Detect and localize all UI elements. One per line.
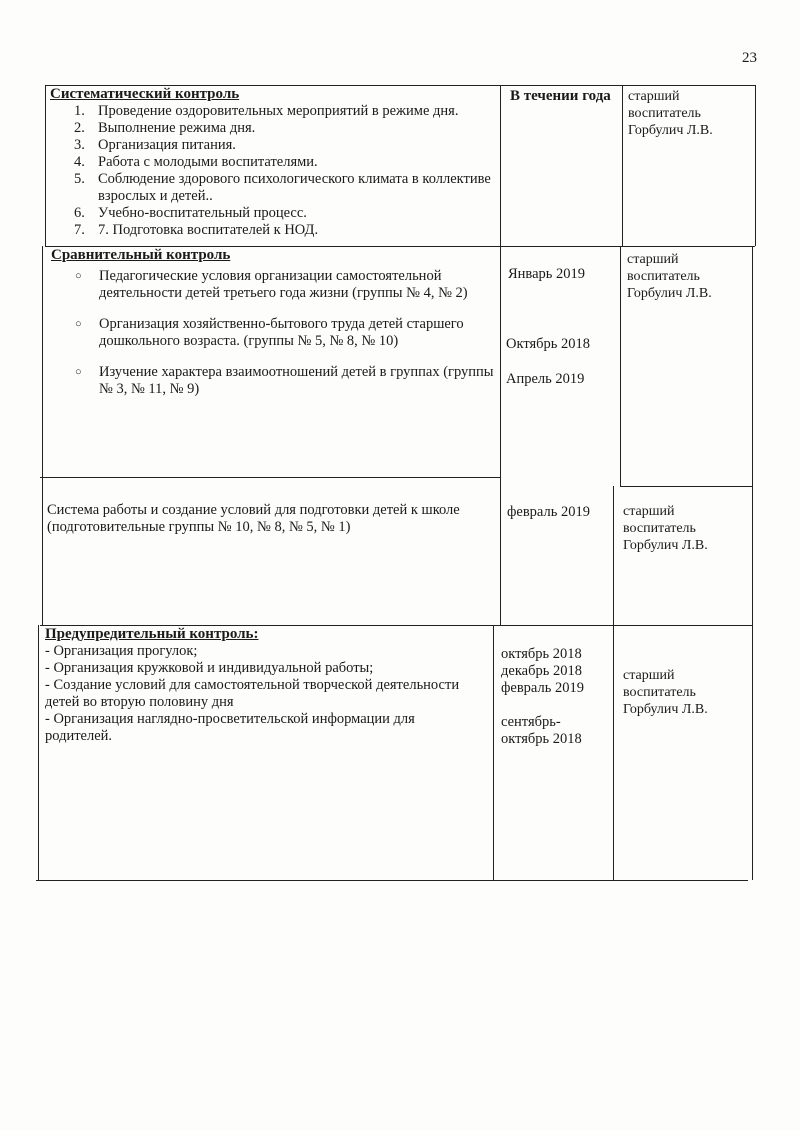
list-item: - Организация наглядно-просветительской информации для родителей. <box>45 711 415 744</box>
list-item: 6. Учебно-воспитательный процесс. <box>74 205 307 221</box>
systematic-control-cell <box>50 86 495 239</box>
list-item: 4. Работа с молодыми воспитателями. <box>74 154 318 170</box>
list-item: - Организация кружковой и индивидуальной работы; <box>45 660 374 676</box>
comparative-responsible: старший воспитатель Горбулич Л.В. <box>627 252 712 301</box>
list-item: 5. Соблюдение здорового психологического климата в коллективе взрослых и детей.. <box>74 171 491 204</box>
list-item: 7. 7. Подготовка воспитателей к НОД. <box>74 222 319 238</box>
comparative-control-list <box>51 268 496 398</box>
preventive-control-cell <box>45 626 485 745</box>
comparative-control-title: Сравнительный контроль <box>51 247 231 263</box>
preventive-dates: октябрь 2018 декабрь 2018 февраль 2019 сентябрь- октябрь 2018 <box>501 646 584 747</box>
school-prep-responsible: старший воспитатель Горбулич Л.В. <box>623 504 708 553</box>
page-number: 23 <box>742 50 757 66</box>
systematic-control-title: Систематический контроль <box>50 86 240 102</box>
comparative-control-cell <box>51 247 496 407</box>
systematic-responsible: старший воспитатель Горбулич Л.В. <box>628 89 713 138</box>
preventive-responsible: старший воспитатель Горбулич Л.В. <box>623 668 708 717</box>
systematic-period: В течении года <box>510 88 611 104</box>
list-item: - Создание условий для самостоятельной творческой деятельности детей во вторую половину дня <box>45 677 460 710</box>
list-item: 2. Выполнение режима дня. <box>74 120 256 136</box>
list-item: ○ Изучение характера взаимоотношений детей в группах (группы № 3, № 11, № 9) <box>75 364 494 397</box>
list-item: - Организация прогулок; <box>45 643 198 659</box>
list-item: ○ Педагогические условия организации самостоятельной деятельности детей третьего года жизни (группы № 4, № 2) <box>75 268 468 301</box>
comparative-date-1: Январь 2019 <box>508 266 586 282</box>
list-item: 3. Организация питания. <box>74 137 236 153</box>
list-item: ○ Организация хозяйственно-бытового труда детей старшего дошкольного возраста. (группы № 5, № 8, № 10) <box>75 316 464 349</box>
school-prep-date: февраль 2019 <box>507 504 590 520</box>
list-item: 1. Проведение оздоровительных мероприятий в режиме дня. <box>74 103 459 119</box>
preventive-control-title: Предупредительный контроль: <box>45 626 259 642</box>
comparative-date-3: Апрель 2019 <box>506 371 585 387</box>
school-prep-text: Система работы и создание условий для подготовки детей к школе (подготовительные группы № 10, № 8, № 5, № 1) <box>47 502 460 535</box>
systematic-control-list <box>50 103 495 239</box>
comparative-date-2: Октябрь 2018 <box>506 336 591 352</box>
